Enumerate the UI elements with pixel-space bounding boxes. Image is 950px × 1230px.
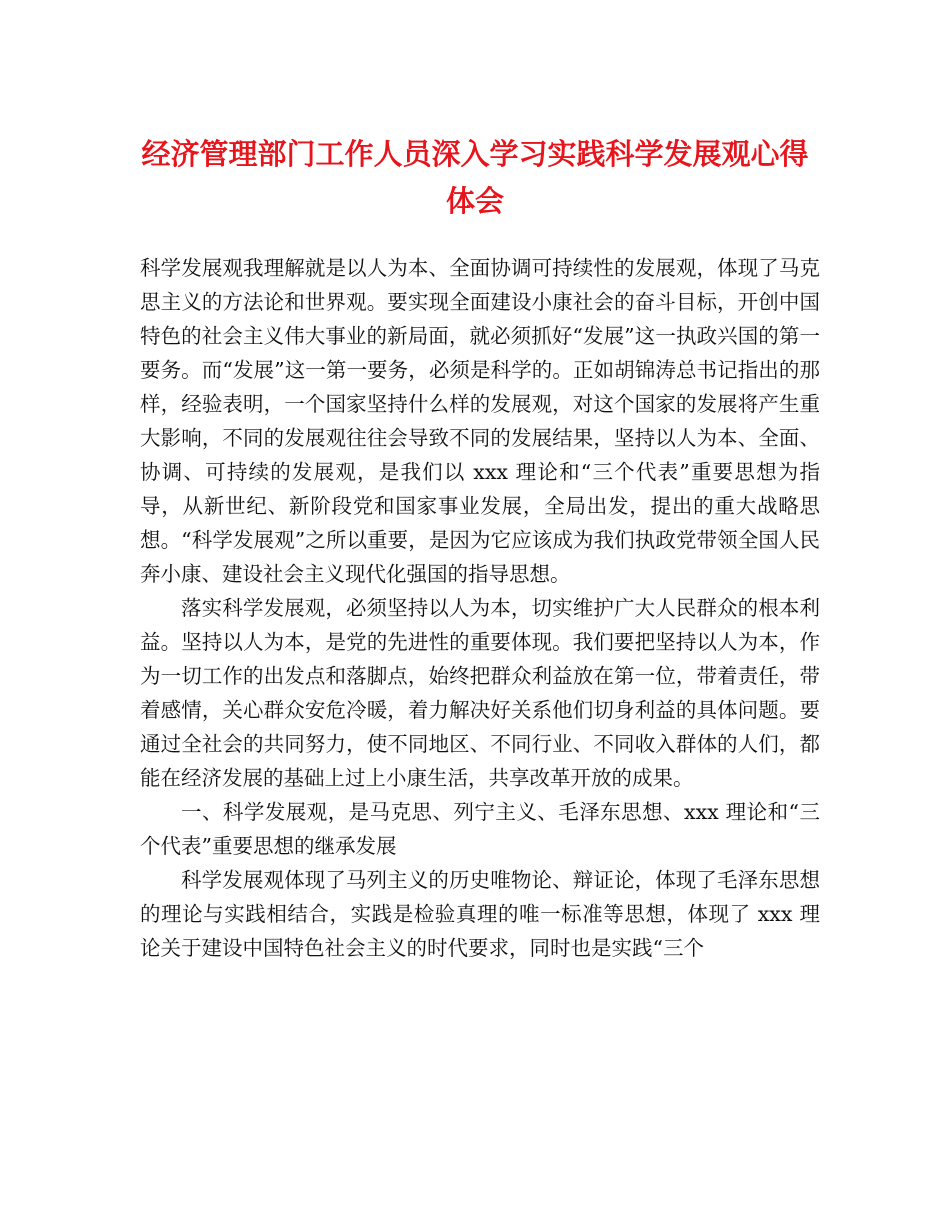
document-title: 经济管理部门工作人员深入学习实践科学发展观心得体会 [141,137,809,218]
document-body [140,251,820,965]
section-heading-1: 一、科学发展观，是马克思、列宁主义、毛泽东思想、xxx 理论和“三个代表”重要思想的继承发展 [140,800,820,858]
paragraph-2: 落实科学发展观，必须坚持以人为本，切实维护广大人民群众的根本利益。坚持以人为本，是党的先进性的重要体现。我们要把坚持以人为本，作为一切工作的出发点和落脚点，始终把群众利益放在第一位，带着责任，带着感情，关心群众安危冷暖，着力解决好关系他们切身利益的具体问题。要通过全社会的共同努力，使不同地区、不同行业、不同收入群体的人们，都能在经济发展的基础上过上小康生活，共享改革开放的成果。 [140,596,820,790]
paragraph-3: 科学发展观体现了马列主义的历史唯物论、辩证论，体现了毛泽东思想的理论与实践相结合，实践是检验真理的唯一标准等思想，体现了 xxx 理论关于建设中国特色社会主义的时代要求，同时也是实践“三个 [140,868,820,960]
paragraph-1: 科学发展观我理解就是以人为本、全面协调可持续性的发展观，体现了马克思主义的方法论和世界观。要实现全面建设小康社会的奋斗目标，开创中国特色的社会主义伟大事业的新局面，就必须抓好“发展”这一执政兴国的第一要务。而“发展”这一第一要务，必须是科学的。正如胡锦涛总书记指出的那样，经验表明，一个国家坚持什么样的发展观，对这个国家的发展将产生重大影响，不同的发展观往往会导致不同的发展结果，坚持以人为本、全面、协调、可持续的发展观，是我们以 xxx 理论和“三个代表”重要思想为指导，从新世纪、新阶段党和国家事业发展，全局出发，提出的重大战略思想。“科学发展观”之所以重要，是因为它应该成为我们执政党带领全国人民奔小康、建设社会主义现代化强国的指导思想。 [140,256,820,586]
